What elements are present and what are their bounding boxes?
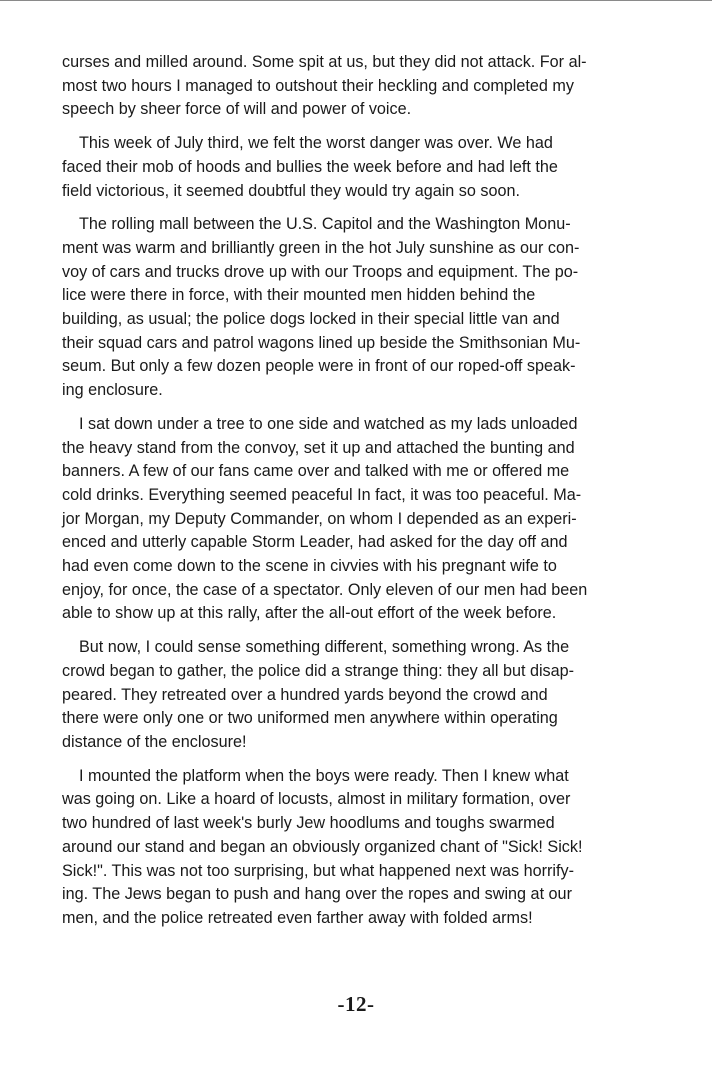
paragraph-5: But now, I could sense something different, something wrong. As the crowd began to gather, the police did a strange thing: they all but disap- peared. They retreated over a hundred yards beyond the crowd and there were only one or two uniformed men anywhere within operating distance of the enclosure!: [62, 638, 575, 751]
page-body: [62, 51, 635, 941]
paragraph-4: I sat down under a tree to one side and watched as my lads unloaded the heavy stand from the convoy, set it up and attached the bunting and banners. A few of our fans came over and talked with me or offered me cold drinks. Everything seemed peaceful In fact, it was too peaceful. Ma- jor Morgan, my Deputy Commander, on whom I depended as an experi- enced and utterly capable Storm Leader, had asked for the day off and had even come down to the scene in civvies with his pregnant wife to enjoy, for once, the case of a spectator. Only eleven of our men had been able to show up at this rally, after the all-out effort of the week before.: [62, 414, 588, 623]
paragraph-6: I mounted the platform when the boys were ready. Then I knew what was going on. Like a hoard of locusts, almost in military formation, over two hundred of last week's burly Jew hoodlums and toughs swarmed around our stand and began an obviously organized chant of "Sick! Sick! Sick!". This was not too surprising, but what happened next was horrify- ing. The Jews began to push and hang over the ropes and swing at our men, and the police retreated even farther away with folded arms!: [62, 766, 583, 927]
top-border-rule: [0, 0, 712, 1]
paragraph-3: The rolling mall between the U.S. Capitol and the Washington Monu- ment was warm and brilliantly green in the hot July sunshine as our con- voy of cars and trucks drove up with our Troops and equipment. The po- lice were there in force, with their mounted men hidden behind the building, as usual; the police dogs locked in their special little van and their squad cars and patrol wagons lined up beside the Smithsonian Mu- seum. But only a few dozen people were in front of our roped-off speak- ing enclosure.: [62, 215, 581, 400]
paragraph-1: curses and milled around. Some spit at us, but they did not attack. For al- most two hours I managed to outshout their heckling and completed my speech by sheer force of will and power of voice.: [62, 53, 587, 119]
paragraph-2: This week of July third, we felt the worst danger was over. We had faced their mob of hoods and bullies the week before and had left the field victorious, it seemed doubtful they would try again so soon.: [62, 134, 558, 200]
page-number: -12-: [337, 992, 375, 1016]
